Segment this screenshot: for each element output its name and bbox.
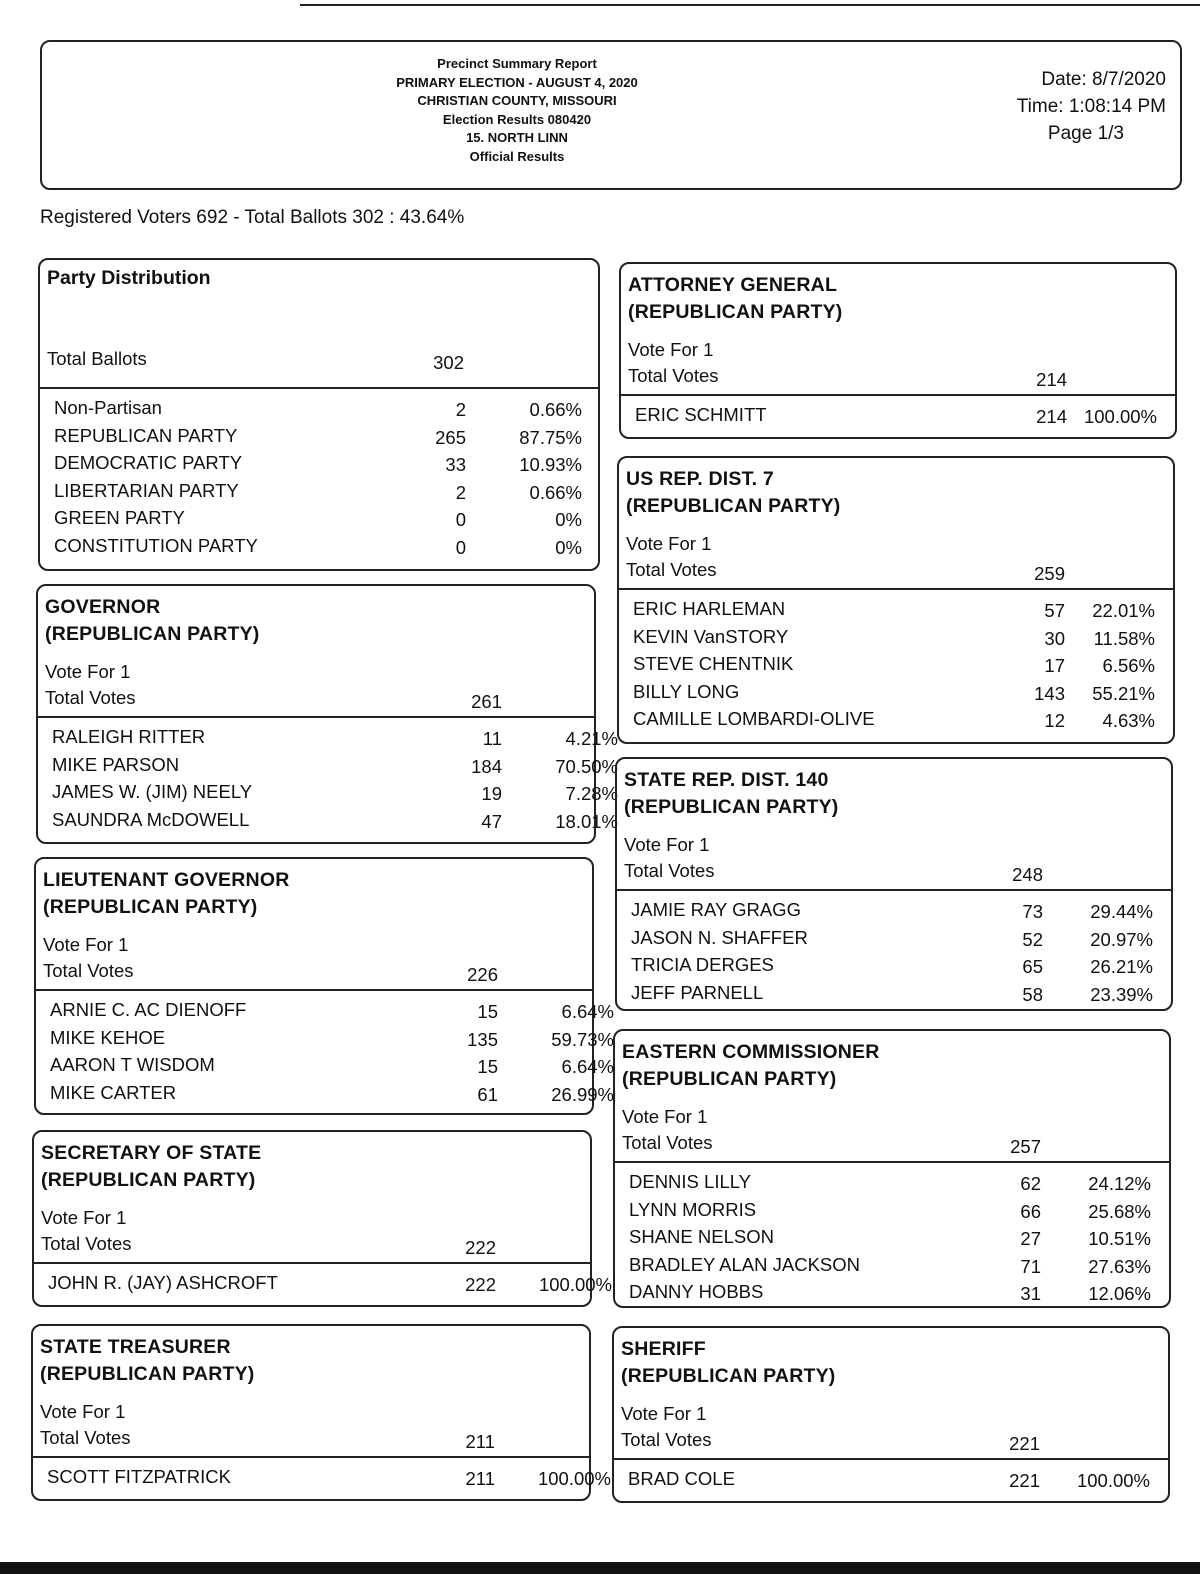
candidate-row [615,1224,1169,1252]
total-votes-label: Total Votes [43,960,134,981]
party-name: GREEN PARTY [54,507,185,528]
candidate-votes: 57 [1044,600,1065,621]
party-percent: 0% [555,509,582,530]
contest-header [36,859,592,991]
party-rows [40,389,598,560]
candidate-name: AARON T WISDOM [50,1054,215,1075]
contest-header [617,759,1171,891]
candidate-votes: 61 [477,1083,498,1105]
total-votes-label: Total Votes [622,1132,713,1153]
candidate-row [617,925,1171,953]
candidate-percent: 100.00% [538,1274,612,1295]
candidate-votes: 15 [477,1056,498,1077]
candidate-percent: 100.00% [1083,406,1157,427]
total-votes-value: 259 [1034,563,1065,584]
election-name: PRIMARY ELECTION - AUGUST 4, 2020 [396,74,638,90]
candidate-rows [614,1460,1168,1494]
candidate-percent: 24.12% [1088,1173,1151,1194]
contest-party: (REPUBLICAN PARTY) [40,1363,255,1385]
party-name: REPUBLICAN PARTY [54,424,238,446]
candidate-percent: 18.01% [555,810,618,832]
results-id: Election Results 080420 [442,111,592,127]
candidate-votes: 222 [465,1274,496,1295]
contest-party: (REPUBLICAN PARTY) [45,623,260,645]
party-percent: 87.75% [519,426,582,448]
contest-title: ATTORNEY GENERAL [628,274,838,296]
candidate-name: DANNY HOBBS [629,1281,764,1302]
candidate-name: JAMIE RAY GRAGG [631,899,801,920]
candidate-votes: 71 [1020,1255,1041,1277]
total-votes-row [619,557,1173,588]
vote-for-label: Vote For 1 [43,934,129,955]
contest-header [34,1132,590,1264]
total-votes-label: Total Votes [624,860,715,881]
total-votes-row [621,363,1175,394]
registered-voters-line: Registered Voters 692 - Total Ballots 302 : 43.64% [40,207,465,228]
contest-header [614,1328,1168,1460]
candidate-row [38,807,618,835]
candidate-votes: 31 [1020,1283,1041,1304]
candidate-votes: 184 [471,755,502,777]
vote-for-label: Vote For 1 [40,1401,126,1422]
candidate-rows [617,891,1171,1007]
candidate-name: BRAD COLE [628,1468,735,1489]
party-row [40,478,598,506]
party-ballots: 0 [455,536,466,558]
vote-for-label: Vote For 1 [624,834,710,855]
candidate-rows [38,718,618,834]
candidate-percent: 4.63% [1102,710,1155,731]
vote-for-label: Vote For 1 [621,1403,707,1424]
candidate-name: BILLY LONG [633,680,740,702]
candidate-row [619,679,1173,707]
candidate-row [619,651,1173,679]
party-row [40,395,598,423]
candidate-percent: 70.50% [555,755,618,777]
total-ballots-label: Total Ballots [47,348,147,369]
candidate-votes: 19 [481,783,502,804]
contest-header [621,264,1175,396]
results-status: Official Results [469,148,565,164]
party-row [40,505,598,533]
total-votes-row [38,685,594,716]
contest-party: (REPUBLICAN PARTY) [41,1169,256,1191]
contest-title: LIEUTENANT GOVERNOR [43,869,290,891]
contest-party: (REPUBLICAN PARTY) [43,896,258,918]
contest-title: STATE TREASURER [40,1336,231,1358]
contest-party: (REPUBLICAN PARTY) [621,1365,836,1387]
total-votes-value: 257 [1010,1136,1041,1157]
candidate-name: ARNIE C. AC DIENOFF [50,999,247,1020]
contest-title: US REP. DIST. 7 [626,468,774,490]
total-votes-value: 261 [471,691,502,712]
candidate-row [615,1279,1169,1307]
candidate-rows [621,396,1175,430]
total-votes-value: 248 [1012,864,1043,885]
party-ballots: 0 [455,509,466,530]
candidate-votes: 66 [1020,1200,1041,1222]
candidate-rows [615,1163,1169,1307]
candidate-percent: 4.21% [565,728,618,749]
report-date: Date: 8/7/2020 [1041,69,1166,90]
candidate-name: ERIC SCHMITT [635,404,767,425]
candidate-name: MIKE KEHOE [50,1026,166,1048]
party-ballots: 265 [435,426,466,448]
total-votes-label: Total Votes [626,559,717,580]
bottom-scan-edge [0,1562,1200,1574]
party-ballots: 2 [455,481,466,503]
contest-secretary-of-state [32,1130,612,1307]
candidate-votes: 12 [1044,710,1065,731]
candidate-rows [34,1264,612,1298]
contest-governor [36,584,618,844]
candidate-row [619,706,1173,734]
candidate-name: RALEIGH RITTER [52,726,206,747]
contest-us-rep-dist-7 [617,456,1175,744]
contest-title: SHERIFF [621,1338,706,1360]
party-row [40,423,598,451]
contest-party: (REPUBLICAN PARTY) [626,495,841,517]
party-name: Non-Partisan [54,397,162,418]
total-votes-value: 214 [1036,369,1067,390]
candidate-rows [36,991,614,1107]
report-title: Precinct Summary Report [437,56,597,71]
party-distribution-title: Party Distribution [47,267,211,289]
contest-party: (REPUBLICAN PARTY) [622,1068,837,1090]
candidate-name: JOHN R. (JAY) ASHCROFT [48,1272,278,1293]
candidate-name: KEVIN VanSTORY [633,625,789,647]
candidate-votes: 52 [1022,928,1043,950]
total-votes-value: 211 [465,1431,495,1452]
total-votes-label: Total Votes [41,1233,132,1254]
candidate-votes: 62 [1020,1173,1041,1194]
candidate-name: JEFF PARNELL [631,981,764,1003]
total-votes-value: 226 [467,964,498,985]
candidate-percent: 29.44% [1090,901,1153,922]
candidate-row [617,897,1171,925]
candidate-percent: 7.28% [565,783,618,804]
total-votes-row [617,858,1171,889]
candidate-row [38,779,618,807]
candidate-votes: 11 [482,728,502,749]
candidate-percent: 10.51% [1088,1228,1151,1249]
party-distribution-box [38,258,600,571]
candidate-percent: 26.21% [1090,956,1153,977]
vote-for-label: Vote For 1 [626,533,712,554]
party-row [40,533,598,561]
vote-for-label: Vote For 1 [622,1106,708,1127]
candidate-name: TRICIA DERGES [631,954,774,975]
contest-party: (REPUBLICAN PARTY) [624,796,839,818]
candidate-name: DENNIS LILLY [629,1171,752,1192]
party-name: DEMOCRATIC PARTY [54,452,243,473]
total-votes-row [33,1425,589,1456]
report-header [40,40,1182,190]
candidate-name: STEVE CHENTNIK [633,653,794,674]
candidate-percent: 22.01% [1092,600,1155,621]
candidate-row [33,1464,611,1492]
party-percent: 10.93% [519,454,582,475]
candidate-name: JAMES W. (JIM) NEELY [52,781,253,802]
candidate-name: MIKE PARSON [52,753,180,775]
vote-for-label: Vote For 1 [628,339,714,360]
top-rule [300,4,1200,6]
vote-for-label: Vote For 1 [41,1207,127,1228]
candidate-row [614,1466,1168,1494]
candidate-percent: 26.99% [551,1083,614,1105]
candidate-percent: 20.97% [1090,928,1153,950]
candidate-percent: 27.63% [1088,1255,1151,1277]
party-ballots: 33 [445,454,466,475]
party-percent: 0.66% [529,481,582,503]
candidate-votes: 27 [1020,1228,1041,1249]
party-percent: 0% [555,536,582,558]
candidate-row [36,997,614,1025]
header-title-block [342,55,692,166]
precinct-name: 15. NORTH LINN [466,130,568,145]
candidate-row [38,724,618,752]
candidate-row [36,1052,614,1080]
candidate-percent: 100.00% [1076,1470,1150,1491]
candidate-name: JASON N. SHAFFER [631,926,808,948]
candidate-percent: 100.00% [537,1468,611,1489]
candidate-votes: 17 [1044,655,1065,676]
candidate-percent: 12.06% [1088,1283,1151,1304]
party-name: LIBERTARIAN PARTY [54,479,239,501]
candidate-votes: 221 [1009,1470,1040,1491]
candidate-votes: 73 [1022,901,1043,922]
total-votes-row [36,958,592,989]
candidate-name: SHANE NELSON [629,1226,774,1247]
candidate-row [34,1270,612,1298]
contest-sheriff [612,1326,1170,1503]
candidate-votes: 135 [467,1028,498,1050]
candidate-rows [619,590,1173,734]
candidate-percent: 59.73% [551,1028,614,1050]
contest-title: GOVERNOR [45,596,161,618]
candidate-row [615,1169,1169,1197]
candidate-row [38,752,618,780]
party-ballots: 2 [455,399,466,420]
candidate-name: BRADLEY ALAN JACKSON [629,1253,860,1275]
candidate-votes: 47 [481,810,502,832]
report-time: Time: 1:08:14 PM [1016,96,1166,117]
contest-title: EASTERN COMMISSIONER [622,1041,880,1063]
contest-eastern-commissioner [613,1029,1171,1308]
candidate-row [615,1252,1169,1280]
page-number: Page 1/3 [1047,123,1124,144]
candidate-name: CAMILLE LOMBARDI-OLIVE [633,708,875,729]
candidate-percent: 6.64% [561,1001,614,1022]
total-votes-row [614,1427,1168,1458]
candidate-row [621,402,1175,430]
candidate-name: SAUNDRA McDOWELL [52,808,250,830]
candidate-name: MIKE CARTER [50,1081,177,1103]
contest-header [38,586,594,718]
candidate-votes: 143 [1034,682,1065,704]
total-ballots-value: 302 [433,352,464,373]
total-votes-value: 222 [465,1237,496,1258]
contest-lieutenant-governor [34,857,614,1115]
contest-title: SECRETARY OF STATE [41,1142,262,1164]
party-row [40,450,598,478]
total-votes-label: Total Votes [45,687,136,708]
contest-title: STATE REP. DIST. 140 [624,769,829,791]
candidate-votes: 58 [1022,983,1043,1005]
total-votes-row [615,1130,1169,1161]
candidate-row [619,596,1173,624]
total-votes-label: Total Votes [621,1429,712,1450]
contest-party: (REPUBLICAN PARTY) [628,301,843,323]
candidate-row [615,1197,1169,1225]
candidate-votes: 15 [477,1001,498,1022]
header-meta [1017,66,1166,147]
party-percent: 0.66% [529,399,582,420]
candidate-name: ERIC HARLEMAN [633,598,786,619]
candidate-row [619,624,1173,652]
candidate-row [617,980,1171,1008]
candidate-percent: 25.68% [1088,1200,1151,1222]
candidate-votes: 65 [1022,956,1043,977]
contest-state-rep-dist-140 [615,757,1173,1011]
candidate-name: LYNN MORRIS [629,1198,757,1220]
contest-header [33,1326,589,1458]
candidate-row [36,1025,614,1053]
candidate-percent: 6.64% [561,1056,614,1077]
candidate-rows [33,1458,611,1492]
total-votes-label: Total Votes [40,1427,131,1448]
vote-for-label: Vote For 1 [45,661,131,682]
candidate-name: SCOTT FITZPATRICK [47,1466,231,1487]
county-name: CHRISTIAN COUNTY, MISSOURI [417,93,617,108]
total-votes-label: Total Votes [628,365,719,386]
contest-attorney-general [619,262,1177,439]
candidate-votes: 211 [465,1468,495,1489]
candidate-percent: 11.58% [1093,627,1155,649]
candidate-percent: 6.56% [1102,655,1155,676]
contest-state-treasurer [31,1324,611,1501]
candidate-percent: 55.21% [1092,682,1155,704]
candidate-row [36,1080,614,1108]
candidate-row [617,952,1171,980]
candidate-votes: 30 [1044,627,1065,649]
party-name: CONSTITUTION PARTY [54,534,258,556]
contest-header [615,1031,1169,1163]
total-votes-value: 221 [1009,1433,1040,1454]
total-votes-row [34,1231,590,1262]
candidate-percent: 23.39% [1090,983,1153,1005]
candidate-votes: 214 [1036,406,1067,427]
contest-header [619,458,1173,590]
